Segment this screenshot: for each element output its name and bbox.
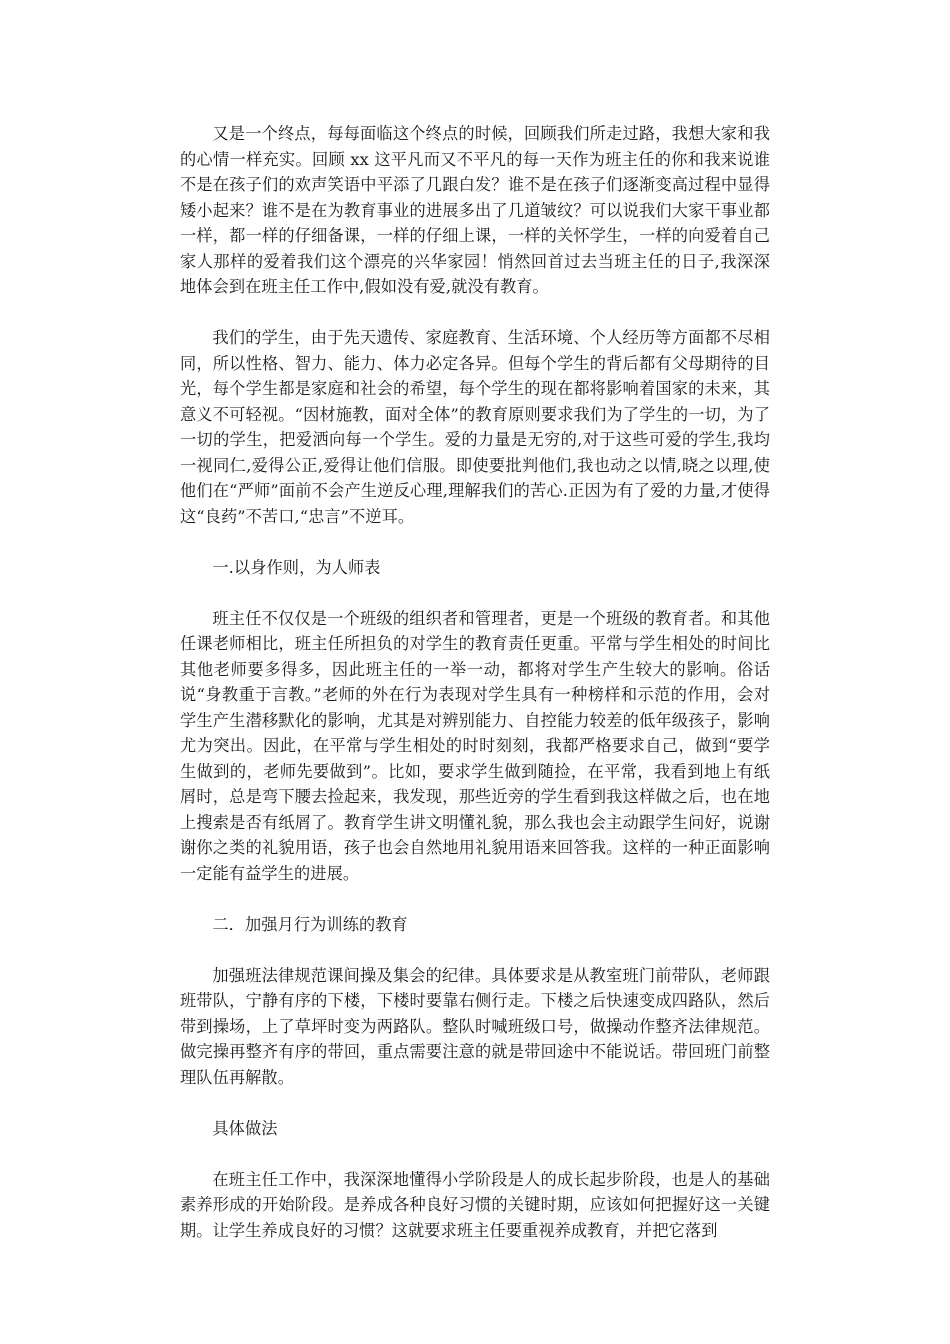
text-line: 的目光，每个学生都是家庭和社会的希望，每个学生的现在都将影响着国家的未 bbox=[180, 353, 770, 398]
body-paragraph bbox=[180, 325, 770, 529]
text-line: 做到“要学生做到的，老师先要做到”。比如，要求学生做到随捡，在平常，我 bbox=[180, 736, 770, 781]
text-line: 又是一个终点，每每面临这个终点的时候，回顾我们所走过路，我想大家和 bbox=[212, 124, 754, 143]
document-body bbox=[180, 121, 770, 1269]
section-heading bbox=[180, 1116, 770, 1142]
text-line: 加强班法律规范课间操及集会的纪律。具体要求是从教室班门前带队，老师 bbox=[212, 965, 754, 985]
text-line: 向爱着自己家人那样的爱着我们这个漂亮的兴华家园！悄然回首过去当班主任的 bbox=[180, 226, 770, 271]
text-line: 间比其他老师要多得多，因此班主任的一举一动，都将对学生产生较大的影响。 bbox=[180, 634, 770, 679]
text-line: 爱的学生,我均一视同仁,爱得公正,爱得让他们信服。即使要批判他们,我也动之 bbox=[180, 430, 770, 475]
text-line: 来，其意义不可轻视。“因材施教，面对全体”的教育原则要求我们为了学生的 bbox=[180, 379, 770, 424]
text-line: 这样的一种正面影响一定能有益学生的进展。 bbox=[180, 838, 770, 883]
text-line: 础素养形成的开始阶段。是养成各种良好习惯的关键时期，应该如何把握好这一 bbox=[180, 1169, 770, 1214]
text-line: 在班主任工作中，我深深地懂得小学阶段是人的成长起步阶段，也是人的基 bbox=[212, 1169, 754, 1189]
text-line: 俗话说“身教重于言教。”老师的外在行为表现对学生具有一种榜样和示范的作 bbox=[180, 659, 770, 704]
text-line: 我的心情一样充实。回顾 xx 这平凡而又不平凡的每一天作为班主任的你和我来 bbox=[180, 124, 770, 169]
text-line: 我们的学生，由于先天遗传、家庭教育、生活环境、个人经历等方面都不尽 bbox=[212, 328, 754, 347]
text-line: 关键期。让学生养成良好的习惯？这就要求班主任要重视养成教育，并把它落到 bbox=[180, 1195, 770, 1240]
text-line: 用，会对学生产生潜移默化的影响，尤其是对辨别能力、自控能力较差的低年级 bbox=[180, 685, 770, 730]
text-line: 说谁不是在孩子们的欢声笑语中平添了几跟白发？谁不是在孩子们逐渐变高过程 bbox=[180, 149, 771, 194]
text-line: 然后带到操场，上了草坪时变为两路队。整队时喊班级口号，做操动作整齐法律 bbox=[180, 991, 770, 1036]
text-line: 孩子，影响尤为突出。因此，在平常与学生相处的时时刻刻，我都严格要求自己， bbox=[180, 710, 770, 755]
text-line: 跟班带队，宁静有序的下楼，下楼时要靠右侧行走。下楼之后快速变成四路队， bbox=[180, 965, 770, 1010]
text-line: 班主任不仅仅是一个班级的组织者和管理者，更是一个班级的教育者。和其 bbox=[212, 608, 754, 628]
text-line: 一切，为了一切的学生，把爱洒向每一个学生。爱的力量是无穷的,对于这些可 bbox=[180, 404, 771, 449]
text-line: 一.以身作则，为人师表 bbox=[212, 557, 381, 577]
text-line: 相同，所以性格、智力、能力、体力必定各异。但每个学生的背后都有父母期待 bbox=[180, 328, 770, 373]
text-line: 班门前整理队伍再解散。 bbox=[180, 1042, 770, 1087]
body-paragraph bbox=[180, 963, 770, 1091]
section-heading bbox=[180, 912, 770, 938]
section-heading bbox=[180, 555, 770, 581]
body-paragraph bbox=[180, 121, 770, 300]
text-line: 以情,晓之以理,使他们在“严师”面前不会产生逆反心理,理解我们的苦心.正因 bbox=[180, 455, 770, 500]
text-line: 看到地上有纸屑时，总是弯下腰去捡起来，我发现，那些近旁的学生看到我这样 bbox=[180, 761, 770, 806]
text-line: 日子,我深深地体会到在班主任工作中,假如没有爱,就没有教育。 bbox=[180, 251, 770, 296]
text-line: 做之后，也在地上搜索是否有纸屑了。教育学生讲文明懂礼貌，那么我也会主动 bbox=[180, 787, 770, 832]
text-line: 他任课老师相比，班主任所担负的对学生的教育责任更重。平常与学生相处的时 bbox=[180, 608, 770, 653]
text-line: 二．加强月行为训练的教育 bbox=[212, 914, 408, 934]
text-line: 具体做法 bbox=[212, 1118, 278, 1138]
body-paragraph bbox=[180, 1167, 770, 1244]
text-line: 跟学生问好，说谢谢你之类的礼貌用语，孩子也会自然地用礼貌用语来回答我。 bbox=[180, 812, 770, 857]
text-line: 中显得矮小起来？谁不是在为教育事业的进展多出了几道皱纹？可以说我们大家 bbox=[180, 175, 770, 220]
text-line: 为有了爱的力量,才使得这“良药”不苦口,“忠言”不逆耳。 bbox=[180, 481, 771, 526]
text-line: 干事业都一样，都一样的仔细备课，一样的仔细上课，一样的关怀学生，一样的 bbox=[180, 200, 770, 245]
body-paragraph bbox=[180, 606, 770, 887]
text-line: 规范。做完操再整齐有序的带回，重点需要注意的就是带回途中不能说话。带回 bbox=[180, 1016, 770, 1061]
